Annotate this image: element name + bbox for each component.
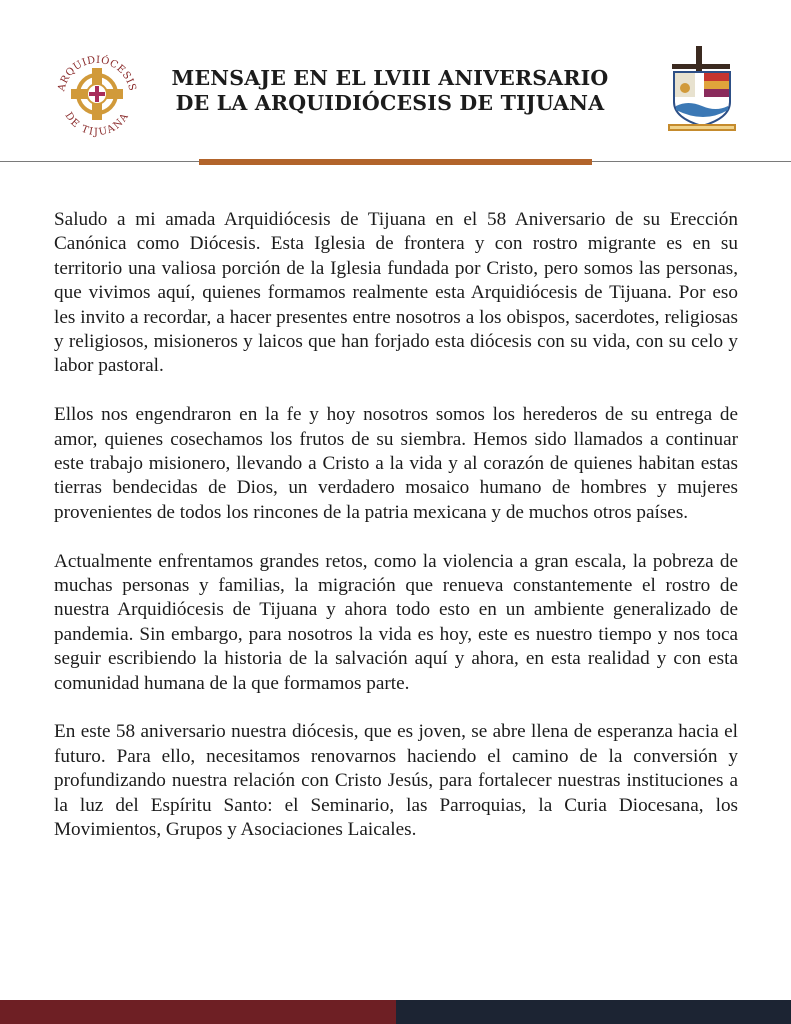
coat-of-arms-logo: [664, 44, 740, 136]
message-body: [54, 208, 738, 867]
paragraph-3: Actualmente enfrentamos grandes retos, como la violencia a gran escala, la pobreza de muchas personas y familias, la migración que renueva constantemente el rostro de nuestra Arquidiócesis de Tijuana y ahora todo esto en un ambiente generalizado de pandemia. Sin embargo, para nosotros la vida es hoy, este es nuestro tiempo y nos toca seguir escribiendo la historia de la salvación aquí y ahora, en esta realidad y con esta comunidad humana de la que formamos parte.: [54, 550, 738, 694]
header-accent-bar: [199, 159, 592, 165]
paragraph-2: Ellos nos engendraron en la fe y hoy nosotros somos los herederos de su entrega de amor, quienes cosechamos los frutos de su siembra. Hemos sido llamados a continuar este trabajo misionero, llevando a Cristo a la vida y al corazón de quienes habitan estas tierras bendecidas de Dios, un verdadero mosaico humano de hombres y mujeres provenientes de todos los rincones de la patria mexicana y de muchos otros países.: [54, 404, 738, 523]
archdiocese-logo: [52, 48, 142, 138]
document-title: [150, 66, 630, 116]
footer-band-right: [396, 1000, 791, 1024]
logo-text-bottom: DE TIJUANA: [62, 110, 132, 138]
title-line-1: MENSAJE EN EL LVIII ANIVERSARIO: [171, 66, 609, 90]
footer-band-left: [0, 1000, 396, 1024]
footer-band: [0, 1000, 791, 1024]
paragraph-1: Saludo a mi amada Arquidiócesis de Tijuana en el 58 Aniversario de su Erección Canónica como Diócesis. Esta Iglesia de frontera y con rostro migrante es en su territorio una valiosa porción de la Iglesia fundada por Cristo, pero somos las personas, que vivimos aquí, quienes formamos realmente esta Arquidiócesis de Tijuana. Por eso les invito a recordar, a hacer presentes entre nosotros a los obispos, sacerdotes, religiosas y religiosos, misioneros y laicos que han forjado esta diócesis con su vida, con su celo y labor pastoral.: [54, 209, 738, 377]
logo-text-top: ARQUIDIÓCESIS: [56, 54, 138, 93]
document-header: [0, 0, 791, 162]
paragraph-4: En este 58 aniversario nuestra diócesis, que es joven, se abre llena de esperanza hacia el futuro. Para ello, necesitamos renovarnos haciendo el camino de la conversión y profundizando nuestra relación con Cristo Jesús, para fortalecer nuestras instituciones a la luz del Espíritu Santo: el Seminario, las Parroquias, la Curia Diocesana, los Movimientos, Grupos y Asociaciones Laicales.: [54, 721, 738, 841]
title-line-2: DE LA ARQUIDIÓCESIS DE TIJUANA: [175, 91, 605, 115]
